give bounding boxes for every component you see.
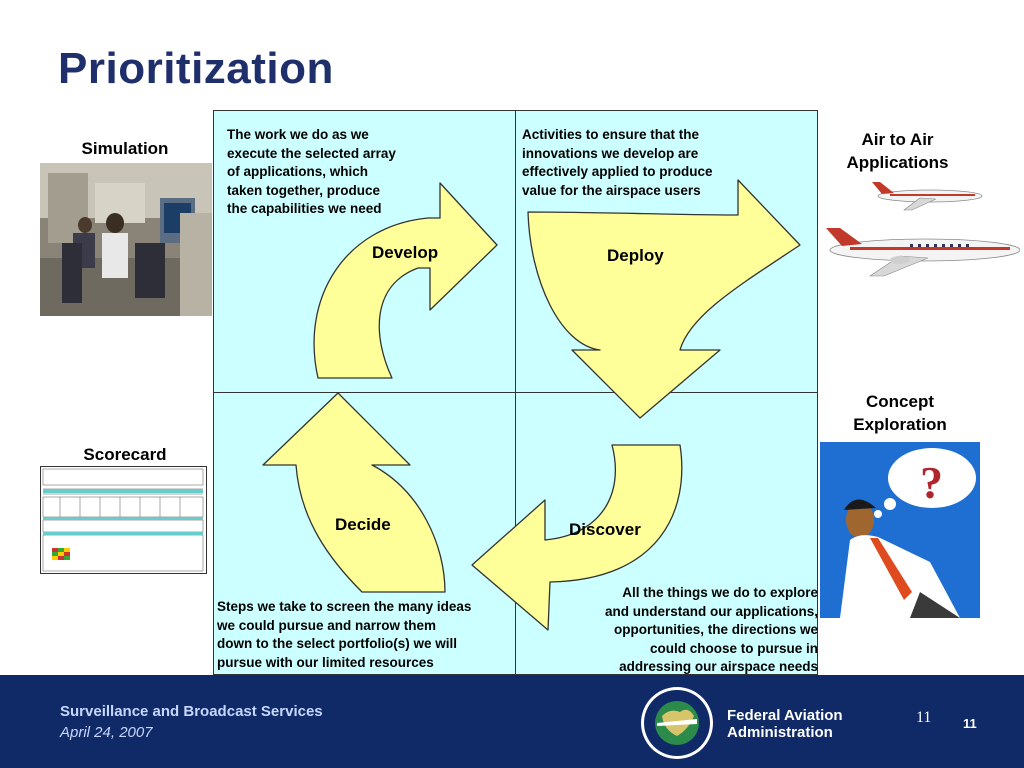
large-airplane — [826, 228, 1020, 276]
scorecard-label: Scorecard — [83, 445, 167, 464]
airplane-icon — [820, 180, 1020, 280]
concept-exploration-label: Concept Exploration — [853, 392, 947, 434]
faa-agency-name: Federal Aviation Administration — [727, 707, 843, 741]
decide-label: Decide — [335, 515, 391, 534]
deploy-arrow-shape — [528, 180, 800, 418]
deploy-label: Deploy — [607, 246, 664, 265]
slide-number-serif: 11 — [916, 709, 932, 726]
slide-title: Prioritization — [58, 44, 334, 93]
simulation-label: Simulation — [81, 139, 169, 158]
faa-seal-icon — [640, 686, 714, 760]
deploy-description: Activities to ensure that the innovations we develop are effectively applied to produce value for the airspace users — [522, 127, 713, 198]
decide-arrow-shape — [263, 393, 445, 592]
question-mark-icon: ? — [920, 457, 943, 508]
develop-description: The work we do as we execute the selected array of applications, which taken together, produce the capabilities we need — [227, 127, 396, 216]
slide-number: 11 — [963, 716, 977, 731]
concept-thinker-illustration — [820, 442, 980, 618]
simulation-photo — [40, 163, 212, 316]
discover-label: Discover — [569, 520, 641, 539]
footer-bar — [0, 675, 1024, 768]
develop-label: Develop — [372, 243, 439, 262]
scorecard-document — [40, 466, 207, 574]
discover-description: All the things we do to explore and understand our applications, opportunities, the directions we could choose to pursue in addressing our airspace needs — [604, 585, 818, 674]
decide-description: Steps we take to screen the many ideas we could pursue and narrow them down to the select portfolio(s) we will pursue with our limited resources — [217, 599, 472, 670]
footer-date: April 24, 2007 — [60, 724, 153, 741]
small-airplane — [872, 182, 982, 210]
air-to-air-label: Air to Air Applications — [846, 130, 949, 172]
footer-title: Surveillance and Broadcast Services — [60, 703, 323, 720]
